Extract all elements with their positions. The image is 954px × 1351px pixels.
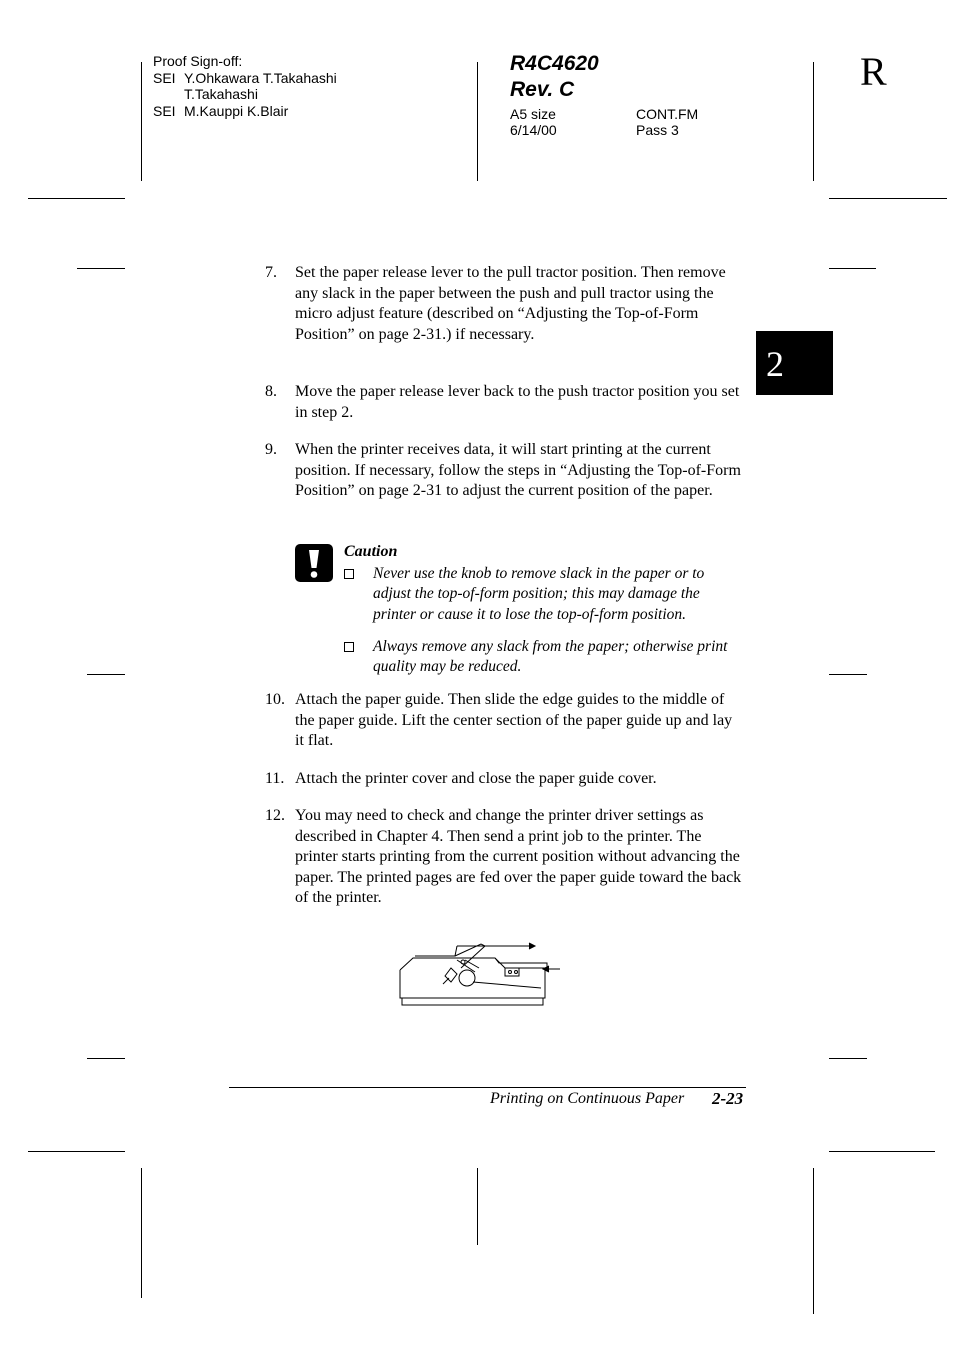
pass-number: Pass 3: [636, 122, 679, 138]
printer-illustration: [395, 938, 565, 1010]
corner-letter: R: [860, 49, 887, 94]
crop-mark: [28, 198, 125, 199]
crop-mark: [28, 1151, 125, 1152]
document-code: R4C4620: [510, 52, 599, 75]
signoff-names: M.Kauppi K.Blair: [184, 103, 289, 119]
checkbox-bullet-icon: [344, 569, 354, 579]
step-number: 12.: [265, 807, 285, 824]
list-item: [265, 382, 745, 423]
caution-item: [344, 637, 744, 678]
step-text: Attach the printer cover and close the paper guide cover.: [295, 770, 657, 787]
footer-rule: [229, 1087, 746, 1088]
crop-mark: [829, 1151, 935, 1152]
step-number: 9.: [265, 441, 277, 458]
checkbox-bullet-icon: [344, 642, 354, 652]
crop-mark: [829, 268, 876, 269]
step-text: Set the paper release lever to the pull tractor position. Then remove any slack in the paper between the push and pull tractor using the micro adjust feature (described on “Adjusting the Top-of-Form Position” on page 2-31.) if necessary.: [295, 264, 726, 343]
crop-mark: [477, 1168, 478, 1245]
crop-mark: [77, 268, 125, 269]
step-text: Move the paper release lever back to the push tractor position you set in step 2.: [295, 383, 740, 421]
chapter-number: 2: [766, 344, 784, 384]
list-item: [265, 690, 745, 752]
caution-item-text: Always remove any slack from the paper; otherwise print quality may be reduced.: [373, 638, 728, 676]
footer-chapter-title: Printing on Continuous Paper: [490, 1090, 685, 1107]
caution-title: Caution: [344, 543, 398, 560]
signoff-names: Y.Ohkawara T.Takahashi: [184, 70, 337, 86]
paper-size: A5 size: [510, 106, 556, 122]
caution-item-text: Never use the knob to remove slack in the paper or to adjust the top-of-form position; this may damage the printer or cause it to lose the top-of-form position.: [373, 565, 705, 623]
step-number: 7.: [265, 264, 277, 281]
signoff-org: SEI: [153, 70, 176, 86]
step-text: You may need to check and change the printer driver settings as described in Chapter 4. Then send a print job to the printer. The printer starts printing from the current position without advancing the paper. The printed pages are fed over the paper guide toward the back of the printer.: [295, 807, 742, 906]
step-number: 10.: [265, 691, 285, 708]
file-name: CONT.FM: [636, 106, 699, 122]
crop-mark: [141, 62, 142, 181]
revision-label: Rev. C: [510, 78, 575, 101]
proof-signoff-label: Proof Sign-off:: [153, 53, 243, 69]
step-number: 11.: [265, 770, 285, 787]
caution-item: [344, 564, 744, 625]
crop-mark: [813, 1168, 814, 1314]
crop-mark: [477, 62, 478, 181]
list-item: [265, 263, 745, 345]
step-text: Attach the paper guide. Then slide the edge guides to the middle of the paper guide. Lift the center section of the paper guide up and lay it flat.: [295, 691, 733, 749]
list-item: [265, 769, 745, 790]
crop-mark: [829, 674, 867, 675]
signoff-org: SEI: [153, 103, 176, 119]
crop-mark: [829, 1058, 867, 1059]
list-item: [265, 806, 745, 909]
crop-mark: [87, 1058, 125, 1059]
step-number: 8.: [265, 383, 277, 400]
crop-mark: [813, 62, 814, 181]
signoff-names: T.Takahashi: [184, 86, 258, 102]
crop-mark: [829, 198, 947, 199]
list-item: [265, 440, 745, 502]
crop-mark: [87, 674, 125, 675]
caution-icon: [295, 544, 333, 582]
chapter-tab: [756, 331, 833, 395]
step-text: When the printer receives data, it will start printing at the current position. If necessary, follow the steps in “Adjusting the Top-of-Form Position” on page 2-31 to adjust the current position of the paper.: [295, 441, 741, 499]
doc-date: 6/14/00: [510, 122, 557, 138]
page-number: 2-23: [712, 1089, 744, 1108]
crop-mark: [141, 1168, 142, 1298]
